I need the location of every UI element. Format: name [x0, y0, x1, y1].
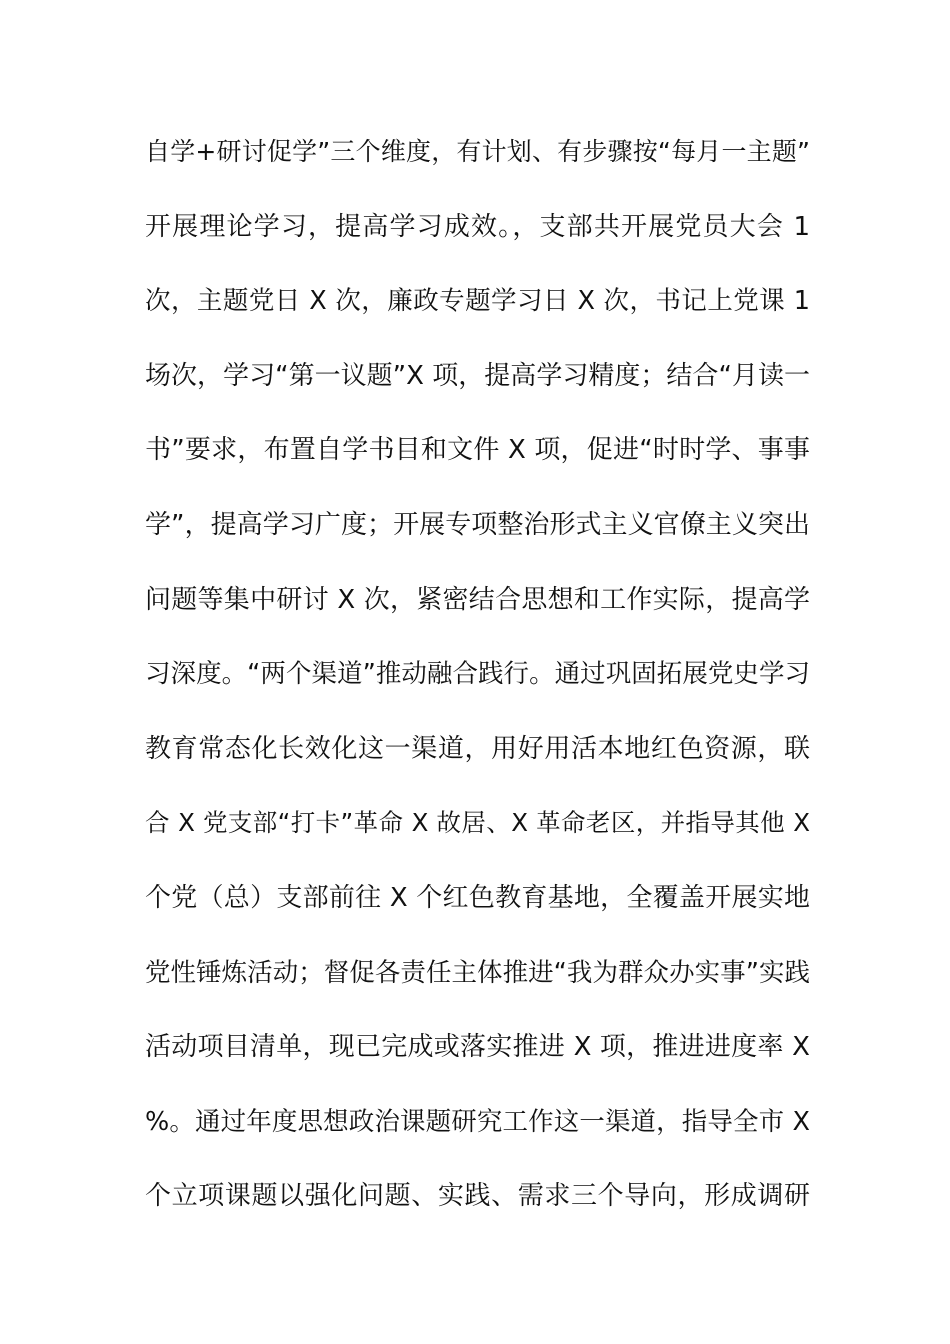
text-line-6: 学”，提高学习广度；开展专项整治形式主义官僚主义突出	[145, 509, 810, 540]
text-line-5: 书”要求，布置自学书目和文件 X 项，促进“时时学、事事	[145, 435, 810, 466]
text-line-4: 场次，学习“第一议题”X 项，提高学习精度；结合“月读一	[145, 360, 810, 391]
text-line-7: 问题等集中研讨 X 次，紧密结合思想和工作实际，提高学	[145, 584, 810, 615]
text-line-15: 个立项课题以强化问题、实践、需求三个导向，形成调研	[145, 1181, 810, 1212]
text-line-12: 党性锤炼活动；督促各责任主体推进“我为群众办实事”实践	[145, 957, 810, 988]
text-line-3: 次，主题党日 X 次，廉政专题学习日 X 次，书记上党课 1	[145, 286, 810, 317]
text-line-11: 个党（总）支部前往 X 个红色教育基地，全覆盖开展实地	[145, 882, 810, 913]
text-line-13: 活动项目清单，现已完成或落实推进 X 项，推进进度率 X	[145, 1032, 810, 1063]
text-line-2: 开展理论学习，提高学习成效。，支部共开展党员大会 1	[145, 211, 810, 242]
text-line-1: 自学+研讨促学”三个维度，有计划、有步骤按“每月一主题”	[145, 137, 810, 166]
text-line-8: 习深度。“两个渠道”推动融合践行。通过巩固拓展党史学习	[145, 659, 810, 690]
text-line-14: %。通过年度思想政治课题研究工作这一渠道，指导全市 X	[145, 1106, 810, 1137]
text-line-9: 教育常态化长效化这一渠道，用好用活本地红色资源，联	[145, 733, 810, 764]
body-text	[145, 126, 810, 1245]
text-line-10: 合 X 党支部“打卡”革命 X 故居、X 革命老区，并指导其他 X	[145, 808, 810, 838]
